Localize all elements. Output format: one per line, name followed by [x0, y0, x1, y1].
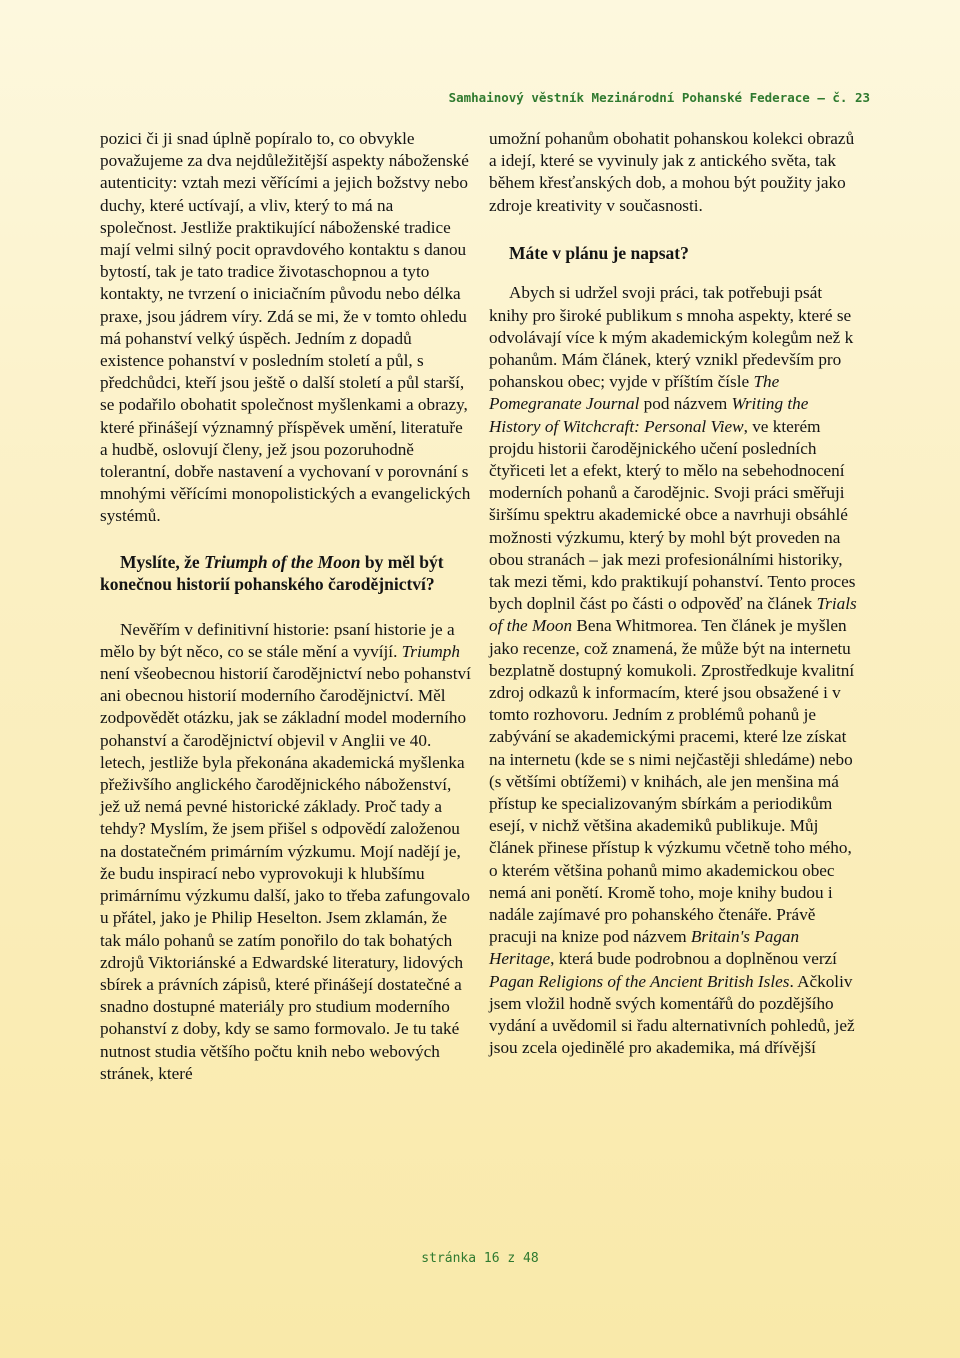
article-title: Writing the History of Witchcraft: Personal View	[489, 394, 809, 436]
body-paragraph: umožní pohanům obohatit pohanskou kolekci obrazů a idejí, které se vyvinuly jak z antického světa, tak během křesťanských dob, a mohou být použity jako zdroje kreativity v současnosti.	[489, 129, 855, 215]
answer-text: Nevěřím v definitivní historie: psaní historie je a mělo by být něco, co se stále mění a vyvíjí.	[100, 619, 455, 661]
answer-text: pod názvem	[639, 394, 732, 414]
book-title: Triumph of the Moon	[204, 551, 361, 572]
interview-question	[100, 551, 472, 596]
book-title: Pagan Religions of the Ancient British Isles	[489, 971, 790, 991]
book-title: Triumph	[401, 641, 460, 661]
body-paragraph: pozici či ji snad úplně popíralo to, co obvykle považujeme za dva nejdůležitější aspekty náboženské autenticity: vztah mezi věřícími a jejich božstvy nebo duchy, které uctívají, a vliv, který to má na společnost. Jestliže praktikující náboženské tradice mají velmi silný pocit opravdového kontaktu s danou bytostí, tak je tato tradice životaschopnou a tyto kontakty, ne tvrzení o iniciačním původu nebo délka praxe, jsou jádrem víry. Zdá se mi, že v tomto ohledu má pohanství velký úspěch. Jedním z dopadů existence pohanství v posledním století a půl, s předchůdci, kteří jsou ještě o další století a půl starší, se podařilo obohatit společnost myšlenkami a obrazy, které přinášejí významný příspěvek umění, literatuře a hudbě, oslovují členy, jež jsou pozoruhodně tolerantní, dobře nastavení a vychovaní v porovnání s mnohými věřícími monopolistických a evangelických systémů.	[100, 129, 471, 526]
page-number: stránka 16 z 48	[421, 1251, 539, 1266]
answer-text: , která bude podrobnou a doplněnou verzí	[550, 949, 837, 969]
article-title: Trials of the Moon	[489, 594, 857, 636]
answer-text: Bena Whitmorea. Ten článek je myšlen jako recenze, což znamená, že může být na internetu bezplatně dostupný komukoli. Zprostředkuje kvalitní zdroj odkazů k informacím, které jsou obsažené i v tomto rozhovoru. Jedním z problémů pohanů je zabývání se akademickými pracemi, které lze získat na internetu (kde se s nimi nejčastěji shledáme) nebo (s většími obtížemi) v knihách, ale jen menšina má přístup ke specializovaným sbírkám a periodikům esejí, v nichž většina akademiků publikuje. Můj článek přinese přístup k výzkumu včetně toho mého, o kterém většina pohanů mimo akademickou obec nemá ani ponětí. Kromě toho, moje knihy budou i nadále zajímavé pro pohanského čtenáře. Právě pracuji na knize pod názvem	[489, 616, 855, 947]
journal-title: The Pomegranate Journal	[489, 372, 780, 414]
right-column	[489, 128, 864, 1059]
left-column	[100, 128, 472, 1085]
question-text: by měl být konečnou historií pohanského čarodějnictví?	[100, 551, 444, 595]
running-header: Samhainový věstník Mezinárodní Pohanské Federace – č. 23	[448, 90, 870, 105]
book-title: Britain's Pagan Heritage	[489, 927, 800, 969]
answer-text: není všeobecnou historií čarodějnictví nebo pohanství ani obecnou historií moderního čarodějnictví. Měl zodpovědět otázku, jak se základní model moderního pohanství a čarodějnictví objevil v Anglii ve 40. letech, jestliže byla překonána akademická myšlenka přeživšího anglického čarodějnického náboženství, jež už nemá pevné historické základy. Proč tady a tehdy? Myslím, že jsem přišel s odpovědí založenou na dostatečném primárním výzkumu. Mojí nadějí je, že budu inspirací nebo vyprovokuji k hlubšímu primárnímu výzkumu další, jako to třeba zafungovalo u přátel, jako je Philip Heselton. Jsem zklamán, že tak málo pohanů se zatím ponořilo do tak bohatých zdrojů Viktoriánské a Edwardské literatury, lidových sbírek a právních zápisů, které přinášejí dostatečné a snadno dostupné materiály pro studium moderního pohanství z doby, kdy se samo formovalo. Je tu také nutnost studia většího počtu knih nebo webových stránek, které	[100, 664, 471, 1083]
answer-text: . Ačkoliv jsem vložil hodně svých komentářů do pozdějšího vydání a uvědomil si řadu alternativních pohledů, jež jsou zcela ojedinělé pro akademika, má dřívější	[489, 971, 855, 1058]
interview-answer	[489, 282, 864, 1059]
answer-text: Abych si udržel svoji práci, tak potřebuji psát knihy pro široké publikum s mnoha aspekty, které se odvolávají více k mým akademickým kolegům než k pohanům. Mám článek, který vznikl především pro pohanskou obec; vyjde v příštím čísle	[489, 283, 854, 392]
interview-question: Máte v plánu je napsat?	[509, 242, 689, 263]
interview-answer	[100, 619, 472, 1085]
question-text: Myslíte, že	[120, 551, 205, 572]
answer-text: , ve kterém projdu historii čarodějnického učení posledních čtyřiceti let a efekt, který to mělo na sebehodnocení moderních pohanů a čarodějnic. Svoji práci směřuji širšímu spektru akademické obce a navrhuji obsáhlé možnosti výzkumu, který by mohl být proveden na obou stranách – jak mezi profesionálními historiky, tak mezi těmi, kdo praktikují pohanství. Tento proces bych doplnil část po části o odpověď na článek	[489, 416, 856, 614]
